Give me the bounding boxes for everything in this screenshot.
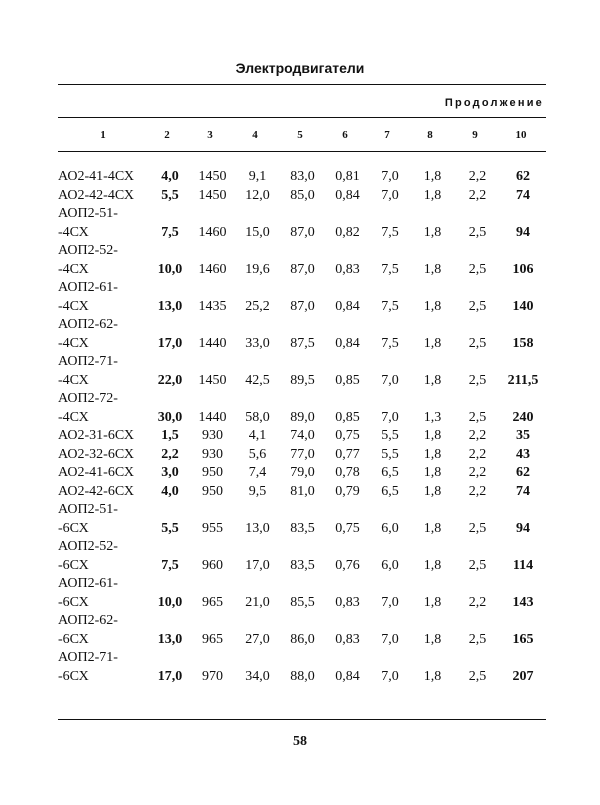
cell-col-5: 85,0 [290,187,315,203]
cell-col-10: 94 [516,520,530,536]
cell-col-8: 1,8 [423,428,442,443]
cell-col-6: 0,82 [335,224,360,240]
cell-col-2: 1,5 [161,428,179,443]
column-header: 1 [100,129,106,141]
column-header: 2 [164,129,170,141]
cell-col-5: 87,0 [290,261,315,277]
motor-type-line: АО2-42-6СХ [58,483,134,499]
table-row [58,575,546,612]
cell-col-10: 140 [512,298,534,314]
table-row [58,483,546,502]
cell-col-6: 0,85 [335,409,360,425]
cell-col-2: 17,0 [157,668,183,684]
cell-col-4: 9,5 [248,483,267,499]
page-number: 58 [293,734,307,749]
cell-col-7: 7,5 [381,335,399,351]
cell-col-5: 74,0 [290,428,315,443]
cell-col-10: 35 [516,428,530,443]
motor-type [58,483,150,502]
cell-col-8: 1,8 [423,631,442,647]
motor-type-line: АОП2-51- [58,502,118,517]
cell-col-4: 5,6 [248,446,267,462]
cell-col-9: 2,5 [468,224,487,240]
table-row [58,353,546,390]
cell-col-7: 5,5 [381,446,399,462]
cell-col-6: 0,83 [335,631,360,647]
table-row [58,501,546,538]
cell-col-7: 7,0 [381,631,399,647]
cell-col-6: 0,83 [335,594,360,610]
cell-col-6: 0,81 [335,169,360,184]
cell-col-3: 1460 [198,261,227,277]
cell-col-4: 33,0 [245,335,270,351]
motor-type-line: АО2-32-6СХ [58,446,134,462]
cell-col-4: 17,0 [245,557,270,573]
cell-col-4: 12,0 [245,187,270,203]
cell-col-8: 1,8 [423,594,442,610]
cell-col-2: 5,5 [161,187,179,203]
motor-type-line: АОП2-71- [58,354,118,369]
cell-col-10: 207 [512,668,534,684]
cell-col-4: 34,0 [245,668,270,684]
cell-col-10: 94 [516,224,530,240]
cell-col-6: 0,76 [335,557,360,573]
motor-type-line: -6СХ [58,594,89,610]
cell-col-7: 6,5 [381,465,399,480]
cell-col-3: 1460 [198,224,227,240]
column-header: 10 [515,129,527,141]
cell-col-7: 7,5 [381,224,399,240]
cell-col-9: 2,5 [468,261,487,277]
cell-col-8: 1,8 [423,169,442,184]
motor-type-line: АО2-41-4СХ [58,169,134,184]
table-row [58,446,546,465]
cell-col-4: 15,0 [245,224,270,240]
cell-col-2: 7,5 [161,557,179,573]
motor-type [58,446,150,465]
table-row [58,538,546,575]
column-header: 3 [207,129,213,141]
cell-col-7: 7,5 [381,261,399,277]
motor-type-line: -4СХ [58,298,89,314]
cell-col-6: 0,75 [335,520,360,536]
motor-table [58,168,546,686]
motor-type-line: АО2-31-6СХ [58,428,134,443]
cell-col-9: 2,5 [468,372,487,388]
motor-type [58,464,150,483]
cell-col-9: 2,2 [468,187,487,203]
motor-type-line: АОП2-52- [58,539,118,554]
cell-col-7: 7,0 [381,187,399,203]
cell-col-7: 6,5 [381,483,399,499]
cell-col-9: 2,2 [468,446,487,462]
cell-col-5: 77,0 [290,446,315,462]
cell-col-2: 10,0 [157,261,183,277]
cell-col-6: 0,84 [335,298,360,314]
cell-col-4: 9,1 [248,169,267,184]
column-header: 9 [472,129,478,141]
cell-col-6: 0,84 [335,668,360,684]
cell-col-10: 143 [512,594,534,610]
column-header: 7 [384,129,390,141]
cell-col-3: 950 [202,483,223,499]
cell-col-10: 43 [516,446,530,462]
cell-col-2: 17,0 [157,335,183,351]
cell-col-5: 88,0 [290,668,315,684]
cell-col-9: 2,2 [468,483,487,499]
motor-type-line: АО2-42-4СХ [58,187,134,203]
cell-col-2: 22,0 [157,372,183,388]
motor-type-line: -6СХ [58,520,89,536]
motor-type-line: -6СХ [58,668,89,684]
cell-col-4: 21,0 [245,594,270,610]
cell-col-10: 62 [516,465,530,480]
cell-col-6: 0,79 [335,483,360,499]
cell-col-10: 74 [516,483,530,499]
motor-type-line: -4СХ [58,409,89,425]
motor-type-line: АО2-41-6СХ [58,465,134,480]
column-header: 8 [427,129,433,141]
cell-col-5: 83,0 [290,169,315,184]
cell-col-2: 7,5 [161,224,179,240]
cell-col-9: 2,5 [468,298,487,314]
cell-col-9: 2,2 [468,594,487,610]
cell-col-8: 1,8 [423,335,442,351]
cell-col-6: 0,75 [335,428,360,443]
continued-label: Продолжение [444,97,544,109]
cell-col-8: 1,8 [423,668,442,684]
cell-col-7: 7,0 [381,594,399,610]
cell-col-4: 25,2 [245,298,270,314]
cell-col-7: 7,0 [381,668,399,684]
table-row [58,205,546,242]
cell-col-3: 965 [202,594,223,610]
motor-type [58,316,150,353]
cell-col-8: 1,8 [423,465,442,480]
cell-col-9: 2,5 [468,668,487,684]
table-row [58,168,546,187]
motor-type [58,427,150,446]
motor-type [58,242,150,279]
cell-col-9: 2,5 [468,520,487,536]
header-bottom-rule [58,151,546,152]
motor-type-line: АОП2-62- [58,317,118,332]
table-row [58,242,546,279]
motor-type [58,501,150,538]
cell-col-7: 6,0 [381,520,399,536]
cell-col-6: 0,77 [335,446,360,462]
motor-type [58,279,150,316]
motor-type [58,390,150,427]
cell-col-9: 2,2 [468,169,487,184]
table-row [58,649,546,686]
cell-col-4: 19,6 [245,261,270,277]
header-top-rule [58,117,546,118]
cell-col-5: 83,5 [290,520,315,536]
cell-col-2: 5,5 [161,520,179,536]
cell-col-3: 970 [202,668,223,684]
cell-col-8: 1,8 [423,372,442,388]
motor-type-line: -4СХ [58,261,89,277]
table-row [58,427,546,446]
cell-col-5: 79,0 [290,465,315,480]
cell-col-3: 1440 [198,335,227,351]
cell-col-4: 58,0 [245,409,270,425]
cell-col-4: 4,1 [248,428,267,443]
cell-col-2: 3,0 [161,465,179,480]
motor-type-line: АОП2-51- [58,206,118,221]
cell-col-7: 5,5 [381,428,399,443]
motor-type [58,612,150,649]
cell-col-8: 1,8 [423,520,442,536]
cell-col-3: 1435 [198,298,227,314]
cell-col-8: 1,8 [423,261,442,277]
cell-col-6: 0,84 [335,335,360,351]
table-row [58,187,546,206]
motor-type [58,649,150,686]
cell-col-6: 0,85 [335,372,360,388]
motor-type-line: АОП2-71- [58,650,118,665]
cell-col-7: 7,0 [381,169,399,184]
motor-type-line: -4СХ [58,335,89,351]
cell-col-3: 1450 [198,187,227,203]
cell-col-5: 83,5 [290,557,315,573]
motor-type-line: -6СХ [58,557,89,573]
cell-col-2: 13,0 [157,298,183,314]
cell-col-5: 89,0 [290,409,315,425]
cell-col-10: 74 [516,187,530,203]
cell-col-2: 4,0 [161,483,179,499]
cell-col-3: 965 [202,631,223,647]
cell-col-2: 4,0 [161,169,179,184]
cell-col-10: 62 [516,169,530,184]
cell-col-3: 930 [202,446,223,462]
motor-type-line: АОП2-61- [58,280,118,295]
table-row [58,612,546,649]
motor-type [58,538,150,575]
motor-type [58,205,150,242]
cell-col-9: 2,5 [468,631,487,647]
motor-type [58,168,150,187]
cell-col-4: 7,4 [248,465,267,480]
cell-col-9: 2,5 [468,409,487,425]
cell-col-3: 955 [202,520,223,536]
cell-col-3: 960 [202,557,223,573]
column-header: 6 [342,129,348,141]
cell-col-2: 10,0 [157,594,183,610]
bottom-rule [58,719,546,720]
table-row [58,390,546,427]
motor-type-line: -6СХ [58,631,89,647]
motor-type-line: АОП2-72- [58,391,118,406]
cell-col-8: 1,8 [423,483,442,499]
cell-col-3: 950 [202,465,223,480]
cell-col-7: 7,5 [381,298,399,314]
cell-col-3: 1440 [198,409,227,425]
cell-col-7: 7,0 [381,409,399,425]
table-row [58,316,546,353]
cell-col-10: 211,5 [507,372,539,388]
cell-col-5: 85,5 [290,594,315,610]
cell-col-10: 106 [512,261,534,277]
cell-col-4: 42,5 [245,372,270,388]
cell-col-8: 1,3 [423,409,442,425]
cell-col-9: 2,5 [468,335,487,351]
cell-col-6: 0,78 [335,465,360,480]
cell-col-6: 0,83 [335,261,360,277]
cell-col-5: 87,0 [290,224,315,240]
cell-col-2: 13,0 [157,631,183,647]
cell-col-7: 7,0 [381,372,399,388]
column-header: 5 [297,129,303,141]
cell-col-7: 6,0 [381,557,399,573]
cell-col-5: 87,0 [290,298,315,314]
cell-col-5: 86,0 [290,631,315,647]
cell-col-8: 1,8 [423,446,442,462]
motor-type [58,353,150,390]
motor-type-line: АОП2-62- [58,613,118,628]
cell-col-4: 27,0 [245,631,270,647]
cell-col-8: 1,8 [423,298,442,314]
cell-col-4: 13,0 [245,520,270,536]
page-title: Электродвигатели [235,60,365,76]
cell-col-2: 2,2 [161,446,179,462]
cell-col-6: 0,84 [335,187,360,203]
cell-col-9: 2,5 [468,557,487,573]
motor-type-line: -4СХ [58,372,89,388]
cell-col-8: 1,8 [423,557,442,573]
table-row [58,464,546,483]
cell-col-3: 1450 [198,372,227,388]
cell-col-10: 240 [512,409,534,425]
top-rule [58,84,546,85]
cell-col-8: 1,8 [423,187,442,203]
cell-col-5: 89,5 [290,372,315,388]
cell-col-10: 158 [512,335,534,351]
cell-col-9: 2,2 [468,465,487,480]
motor-type-line: АОП2-52- [58,243,118,258]
cell-col-3: 930 [202,428,223,443]
cell-col-5: 81,0 [290,483,315,499]
cell-col-5: 87,5 [290,335,315,351]
cell-col-10: 165 [512,631,534,647]
motor-type [58,575,150,612]
cell-col-10: 114 [512,557,534,573]
motor-type-line: -4СХ [58,224,89,240]
cell-col-8: 1,8 [423,224,442,240]
cell-col-3: 1450 [198,169,227,184]
column-header: 4 [252,129,258,141]
motor-type [58,187,150,206]
table-row [58,279,546,316]
motor-type-line: АОП2-61- [58,576,118,591]
cell-col-2: 30,0 [157,409,183,425]
cell-col-9: 2,2 [468,428,487,443]
